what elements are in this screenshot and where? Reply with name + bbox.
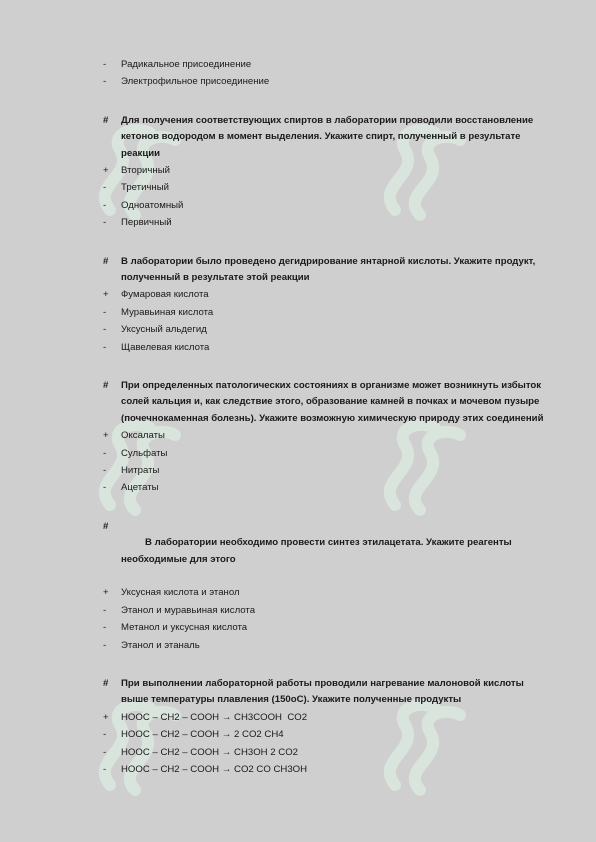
answer-marker: -: [103, 59, 107, 70]
answer-text: Радикальное присоединение: [121, 59, 252, 70]
test-content: [0, 56, 596, 778]
answer-option: [0, 709, 596, 726]
answer-marker: +: [103, 430, 109, 442]
question-marker: #: [103, 677, 109, 689]
answer-marker: -: [103, 604, 107, 616]
answer-text: Оксалаты: [121, 430, 165, 442]
answer-option: [0, 637, 596, 654]
question-block: [0, 676, 596, 709]
question-line: необходимые для этого: [121, 553, 236, 565]
question-text: [121, 254, 551, 287]
question-block: [0, 113, 596, 162]
answer-option: [0, 56, 596, 73]
answer-option: [0, 479, 596, 496]
answer-text: Уксусная кислота и этанол: [121, 587, 240, 599]
answer-text: Щавелевая кислота: [121, 341, 210, 353]
answer-option: [0, 761, 596, 778]
answer-marker: -: [103, 622, 107, 634]
answer-marker: -: [103, 324, 107, 336]
answer-text: Вторичный: [121, 165, 170, 176]
answer-option: [0, 321, 596, 338]
answer-text: Уксусный альдегид: [121, 324, 207, 336]
question-line: солей кальция и, как следствие этого, образование камней в почках и мочевом пузыре: [121, 396, 540, 408]
answer-marker: +: [103, 587, 109, 599]
answer-option: [0, 445, 596, 462]
answer-marker: -: [103, 639, 107, 651]
answer-marker: -: [103, 306, 107, 318]
question-line: В лаборатории было проведено дегидрирование янтарной кислоты. Укажите продукт,: [121, 255, 536, 267]
question-line: кетонов водородом в момент выделения. Укажите спирт, полученный в результате: [121, 131, 521, 143]
question-line: При определенных патологических состояниях в организме может возникнуть избыток: [121, 379, 542, 391]
question-text: [121, 676, 551, 709]
answer-text: HOOC – CH2 – COOH → CO2 CO CH3OH: [121, 763, 308, 775]
answer-text: Электрофильное присоединение: [121, 76, 270, 88]
answer-option: [0, 73, 596, 90]
answer-marker: -: [103, 763, 107, 775]
answer-option: [0, 214, 596, 231]
answer-option: [0, 744, 596, 761]
answer-option: [0, 584, 596, 601]
answer-text: Одноатомный: [121, 199, 184, 211]
answer-option: [0, 602, 596, 619]
question-line: В лаборатории необходимо провести синтез этилацетата. Укажите реагенты: [142, 537, 512, 549]
answer-option: [0, 304, 596, 321]
answer-option: [0, 286, 596, 303]
question-line: Для получения соответствующих спиртов в лаборатории проводили восстановление: [121, 114, 534, 126]
answer-text: HOOC – CH2 – COOH → CH3COOH CO2: [121, 711, 308, 723]
answer-text: Этанол и этаналь: [121, 639, 200, 651]
answer-text: Первичный: [121, 217, 172, 229]
answer-marker: -: [103, 217, 107, 229]
answer-option: [0, 197, 596, 214]
answer-option: [0, 162, 596, 179]
answer-option: [0, 619, 596, 636]
question-text: [121, 519, 551, 585]
answer-marker: +: [103, 165, 109, 176]
answer-marker: -: [103, 482, 107, 494]
answer-marker: +: [103, 289, 109, 301]
answer-marker: -: [103, 182, 107, 194]
answer-text: HOOC – CH2 – COOH → 2 CO2 CH4: [121, 729, 284, 741]
answer-option: [0, 179, 596, 196]
question-marker: #: [103, 520, 109, 532]
answer-marker: -: [103, 341, 107, 353]
question-line: (почечнокаменная болезнь). Укажите возможную химическую природу этих соединений: [121, 412, 544, 424]
question-line: выше температуры плавления (150оС). Укажите полученные продукты: [121, 694, 462, 706]
question-line: полученный в результате этой реакции: [121, 271, 310, 283]
answer-text: Сульфаты: [121, 447, 168, 459]
answer-text: Метанол и уксусная кислота: [121, 622, 248, 634]
answer-marker: -: [103, 76, 107, 88]
answer-option: [0, 339, 596, 356]
answer-text: Третичный: [121, 182, 169, 194]
question-marker: #: [103, 114, 109, 126]
answer-marker: -: [103, 199, 107, 211]
answer-option: [0, 427, 596, 444]
answer-option: [0, 462, 596, 479]
question-text: [121, 113, 551, 162]
question-block: [0, 254, 596, 287]
answer-text: Муравьиная кислота: [121, 306, 214, 318]
answer-text: Фумаровая кислота: [121, 289, 209, 301]
question-marker: #: [103, 379, 109, 391]
answer-option: [0, 726, 596, 743]
answer-marker: +: [103, 711, 109, 723]
question-line: При выполнении лабораторной работы проводили нагревание малоновой кислоты: [121, 677, 524, 689]
answer-text: HOOC – CH2 – COOH → CH3OH 2 CO2: [121, 746, 298, 758]
question-block: [0, 519, 596, 585]
answer-marker: -: [103, 746, 107, 758]
question-block: [0, 378, 596, 427]
question-line: реакции: [121, 147, 161, 159]
answer-marker: -: [103, 447, 107, 459]
question-text: [121, 378, 551, 427]
question-marker: #: [103, 255, 109, 267]
answer-text: Нитраты: [121, 464, 160, 476]
answer-text: Ацетаты: [121, 482, 159, 494]
answer-marker: -: [103, 729, 107, 741]
answer-text: Этанол и муравьиная кислота: [121, 604, 256, 616]
answer-marker: -: [103, 464, 107, 476]
